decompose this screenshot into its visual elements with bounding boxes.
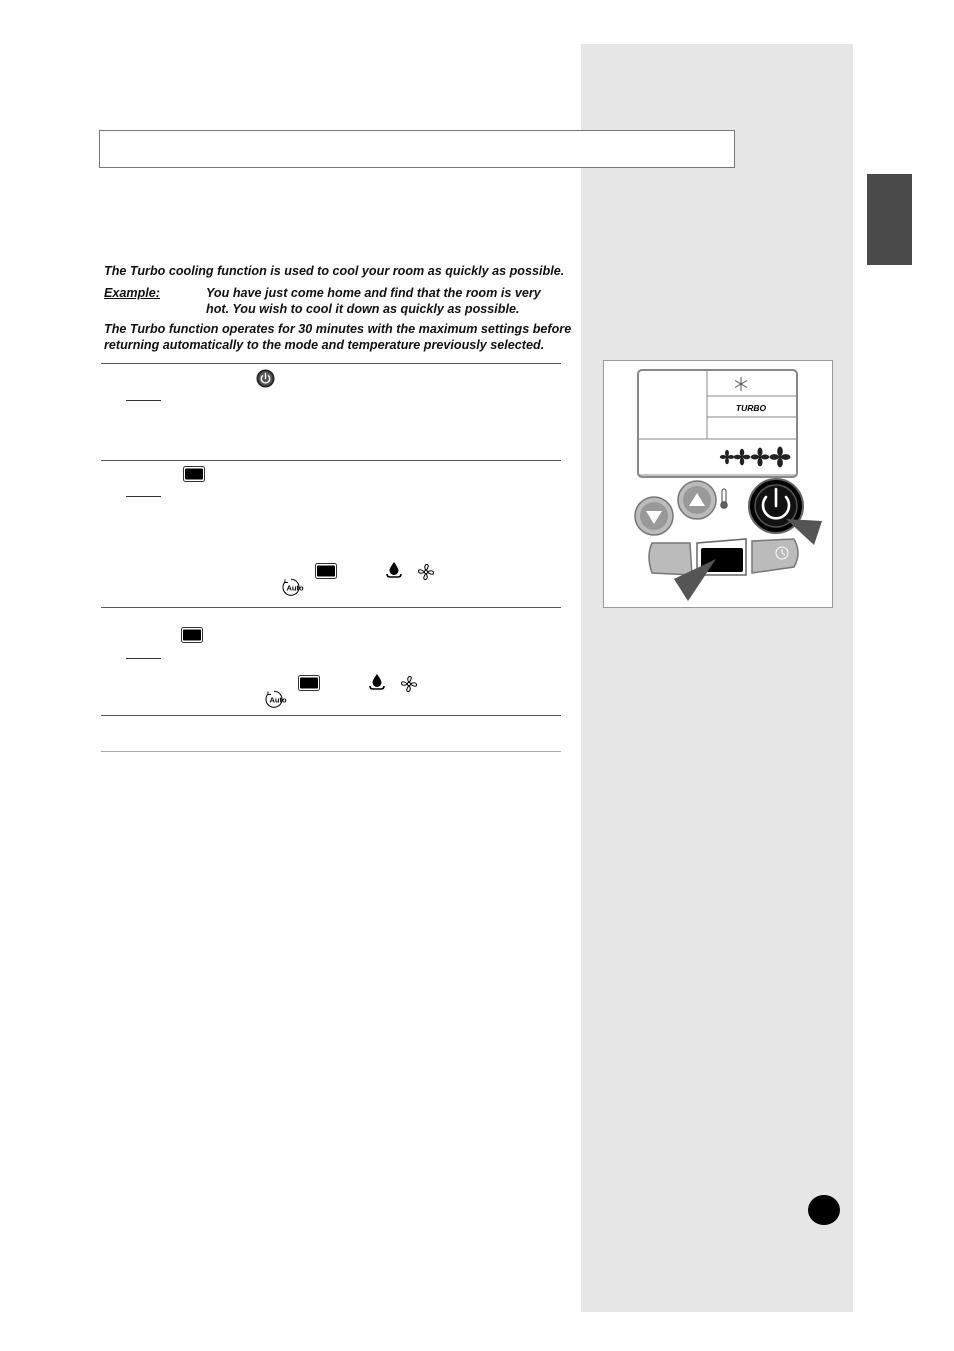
turbo-info-line1: The Turbo function operates for 30 minutes with the maximum settings before bbox=[104, 322, 572, 336]
example-text-line1: You have just come home and find that the room is very bbox=[206, 286, 541, 300]
note-label-line-1 bbox=[126, 400, 161, 401]
divider-4 bbox=[101, 715, 561, 716]
thermometer-icon bbox=[721, 489, 727, 508]
divider-1 bbox=[101, 363, 561, 364]
turbo-button-icon bbox=[315, 563, 337, 579]
page-number-badge bbox=[808, 1195, 840, 1225]
temp-up-button bbox=[678, 481, 716, 519]
section-tab bbox=[867, 174, 912, 265]
example-label: Example: bbox=[104, 286, 160, 300]
turbo-indicator: TURBO bbox=[735, 403, 767, 413]
turbo-button-icon bbox=[298, 675, 320, 691]
auto-mode-label: Auto bbox=[286, 583, 304, 593]
dry-mode-icon bbox=[369, 673, 385, 691]
auto-mode-icon bbox=[282, 578, 304, 596]
note-label-line-3 bbox=[126, 658, 161, 659]
fan-mode-icon bbox=[400, 675, 418, 693]
turbo-button-icon bbox=[183, 466, 205, 482]
turbo-info-line2: returning automatically to the mode and temperature previously selected. bbox=[104, 338, 545, 352]
timer-button bbox=[752, 539, 798, 573]
divider-3 bbox=[101, 607, 561, 608]
turbo-button-icon bbox=[181, 627, 203, 643]
auto-mode-icon bbox=[265, 690, 287, 708]
remote-illustration bbox=[603, 360, 833, 608]
fan-mode-icon bbox=[417, 563, 435, 581]
note-label-line-2 bbox=[126, 496, 161, 497]
divider-2 bbox=[101, 460, 561, 461]
example-text-line2: hot. You wish to cool it down as quickly as possible. bbox=[206, 302, 520, 316]
intro-line1: The Turbo cooling function is used to cool your room as quickly as possible. bbox=[104, 264, 565, 278]
sidebar-panel bbox=[581, 44, 853, 1312]
power-icon bbox=[256, 369, 275, 388]
divider-5 bbox=[101, 751, 561, 752]
auto-mode-label: Auto bbox=[269, 695, 287, 705]
temp-down-button bbox=[635, 497, 673, 535]
page-title-box bbox=[99, 130, 735, 168]
dry-mode-icon bbox=[386, 561, 402, 579]
mode-button bbox=[649, 543, 692, 575]
